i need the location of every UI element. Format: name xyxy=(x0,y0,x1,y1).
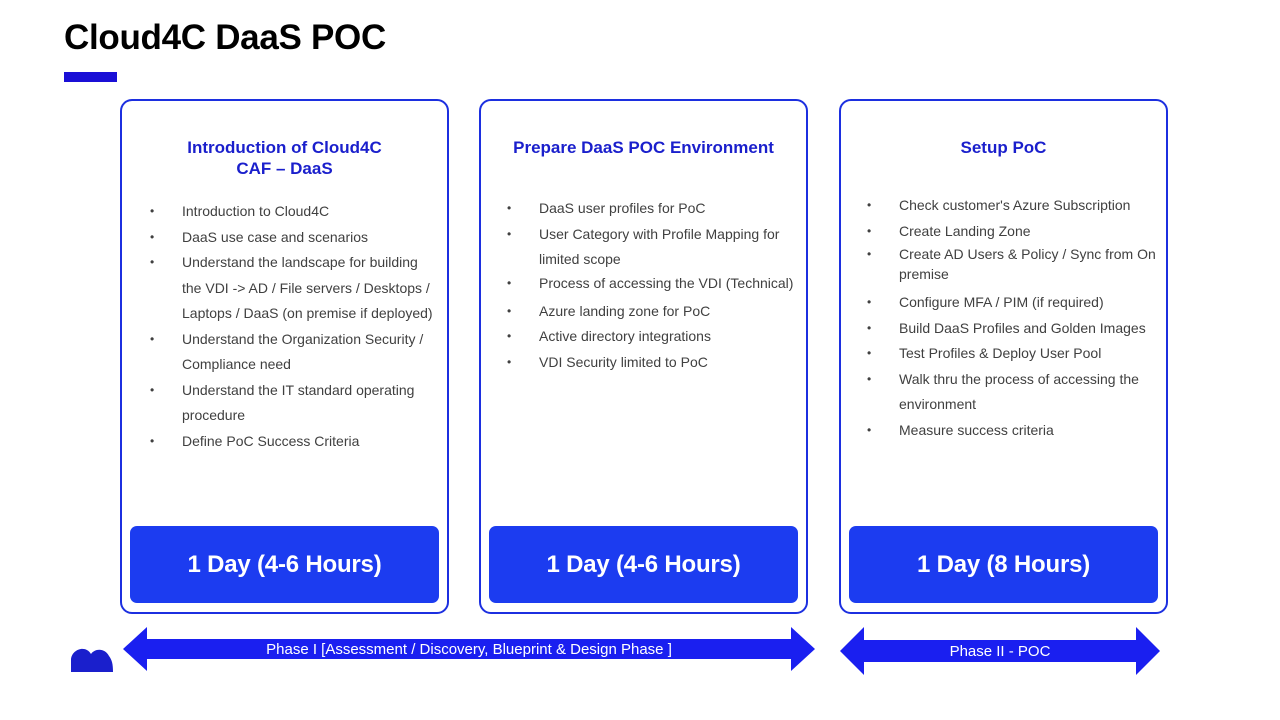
list-item: • Measure success criteria xyxy=(867,418,1157,444)
list-item: • Configure MFA / PIM (if required) xyxy=(867,290,1157,316)
card-bullet-list xyxy=(507,196,797,375)
list-item: • DaaS use case and scenarios xyxy=(150,225,440,251)
card-heading xyxy=(841,137,1166,158)
list-item: • Walk thru the process of accessing the environment xyxy=(867,367,1157,418)
duration-badge: 1 Day (4-6 Hours) xyxy=(130,526,439,603)
page-title: Cloud4C DaaS POC xyxy=(64,18,386,57)
list-item: • DaaS user profiles for PoC xyxy=(507,196,797,222)
cloud-logo-icon xyxy=(71,646,113,677)
list-item: • Create Landing Zone xyxy=(867,219,1157,245)
card-setup-poc xyxy=(839,99,1168,614)
card-bullet-list xyxy=(867,193,1157,443)
card-introduction xyxy=(120,99,449,614)
card-heading-line1: Setup PoC xyxy=(960,138,1047,157)
list-item: • Define PoC Success Criteria xyxy=(150,429,440,455)
list-item: • Understand the IT standard operating procedure xyxy=(150,378,440,429)
list-item: • Understand the landscape for building the VDI -> AD / File servers / Desktops / Laptops / DaaS (on premise if deployed) xyxy=(150,250,440,327)
list-item: • Create AD Users & Policy / Sync from On premise xyxy=(867,244,1157,284)
list-item: • Azure landing zone for PoC xyxy=(507,299,797,325)
card-heading-line1: Prepare DaaS POC Environment xyxy=(513,138,774,157)
card-prepare-environment xyxy=(479,99,808,614)
card-heading-line2: CAF – DaaS xyxy=(236,159,333,178)
list-item: • Process of accessing the VDI (Technical) xyxy=(507,273,797,293)
duration-badge: 1 Day (8 Hours) xyxy=(849,526,1158,603)
list-item: • Active directory integrations xyxy=(507,324,797,350)
phase-2-label: Phase II - POC xyxy=(949,643,1051,660)
list-item: • Check customer's Azure Subscription xyxy=(867,193,1157,219)
title-underline xyxy=(64,72,117,82)
list-item: • User Category with Profile Mapping for limited scope xyxy=(507,222,797,273)
card-heading xyxy=(481,137,806,158)
phase-1-label: Phase I [Assessment / Discovery, Blueprint & Design Phase ] xyxy=(266,641,672,658)
card-heading xyxy=(122,137,447,179)
list-item: • Test Profiles & Deploy User Pool xyxy=(867,341,1157,367)
card-heading-line1: Introduction of Cloud4C xyxy=(187,138,382,157)
card-bullet-list xyxy=(150,199,440,454)
list-item: • Understand the Organization Security / Compliance need xyxy=(150,327,440,378)
duration-badge: 1 Day (4-6 Hours) xyxy=(489,526,798,603)
list-item: • Build DaaS Profiles and Golden Images xyxy=(867,316,1157,342)
list-item: • Introduction to Cloud4C xyxy=(150,199,440,225)
list-item: • VDI Security limited to PoC xyxy=(507,350,797,376)
